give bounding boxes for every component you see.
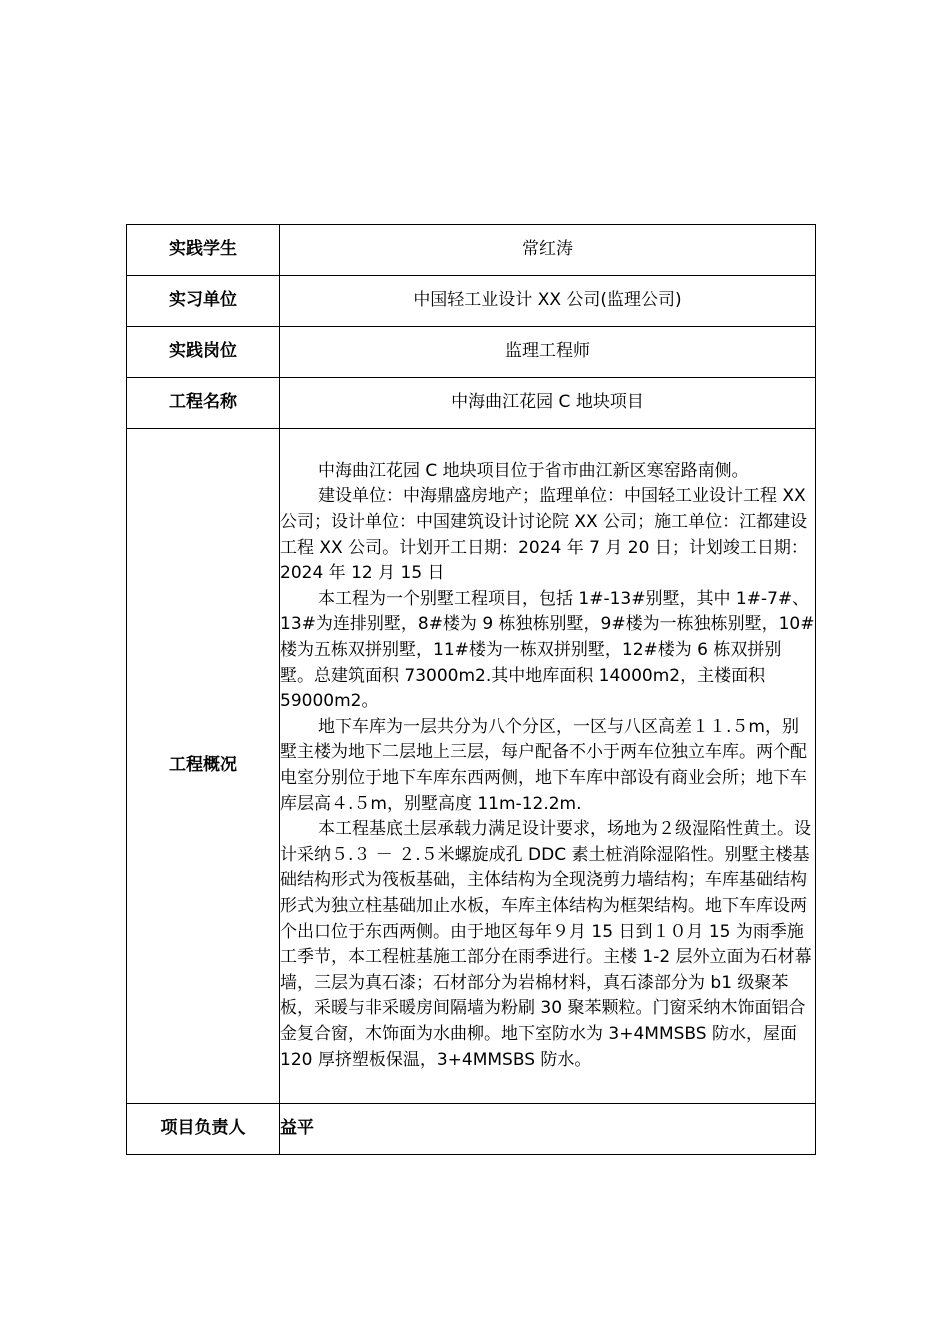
table-row-project-name: [127, 378, 816, 429]
internship-info-table: [126, 224, 816, 1155]
overview-paragraph: 地下车库为一层共分为八个分区，一区与八区高差１１.５m，别墅主楼为地下二层地上三层，每户配备不小于两车位独立车库。两个配电室分别位于地下车库东西两侧，地下车库中部设有商业会所；地下车库层高４.５m，别墅高度 11m-12.2m.: [280, 716, 807, 814]
leader-label: 项目负责人: [127, 1104, 280, 1155]
table-row-unit: [127, 276, 816, 327]
unit-label: 实习单位: [127, 276, 280, 327]
table-row-overview: [127, 429, 816, 1104]
overview-paragraph: 本工程为一个别墅工程项目，包括 1#-13#别墅，其中 1#-7#、13#为连排别墅，8#楼为 9 栋独栋别墅，9#楼为一栋独栋别墅，10#楼为五栋双拼别墅，11#楼为一栋双拼别墅，12#楼为 6 栋双拼别墅。总建筑面积 73000m2.其中地库面积 14000m2，主楼面积 59000m2。: [280, 588, 815, 712]
position-label: 实践岗位: [127, 327, 280, 378]
project-name-label: 工程名称: [127, 378, 280, 429]
position-value: 监理工程师: [280, 327, 816, 378]
project-name-value: 中海曲江花园 C 地块项目: [280, 378, 816, 429]
student-label: 实践学生: [127, 225, 280, 276]
table-row-position: [127, 327, 816, 378]
table-row-leader: [127, 1104, 816, 1155]
overview-label: 工程概况: [127, 429, 280, 1104]
overview-paragraph: 中海曲江花园 C 地块项目位于省市曲江新区寒窑路南侧。: [318, 460, 749, 481]
overview-paragraph: 建设单位：中海鼎盛房地产；监理单位：中国轻工业设计工程 XX 公司；设计单位：中国建筑设计讨论院 XX 公司；施工单位：江都建设工程 XX 公司。计划开工日期：2024 年 7 月 20 日；计划竣工日期：2024 年 12 月 15 日: [280, 486, 808, 584]
overview-text: [280, 429, 816, 1104]
unit-value: 中国轻工业设计 XX 公司(监理公司): [280, 276, 816, 327]
student-value: 常红涛: [280, 225, 816, 276]
table-row-student: [127, 225, 816, 276]
overview-paragraph: 本工程基底土层承载力满足设计要求，场地为２级湿陷性黄土。设计采纳５.３ － ２.５米螺旋成孔 DDC 素土桩消除湿陷性。别墅主楼基础结构形式为筏板基础，主体结构为全现浇剪力墙结构；车库基础结构形式为独立柱基础加止水板，车库主体结构为框架结构。地下车库设两个出口位于东西两侧。由于地区每年９月 15 日到１０月 15 为雨季施工季节，本工程桩基施工部分在雨季进行。主楼 1-2 层外立面为石材幕墙，三层为真石漆；石材部分为岩棉材料，真石漆部分为 b1 级聚苯板，采暖与非采暖房间隔墙为粉刷 30 聚苯颗粒。门窗采纳木饰面铝合金复合窗，木饰面为水曲柳。地下室防水为 3+4MMSBS 防水，屋面 120 厚挤塑板保温，3+4MMSBS 防水。: [280, 819, 812, 1070]
leader-value: 益平: [280, 1104, 816, 1155]
